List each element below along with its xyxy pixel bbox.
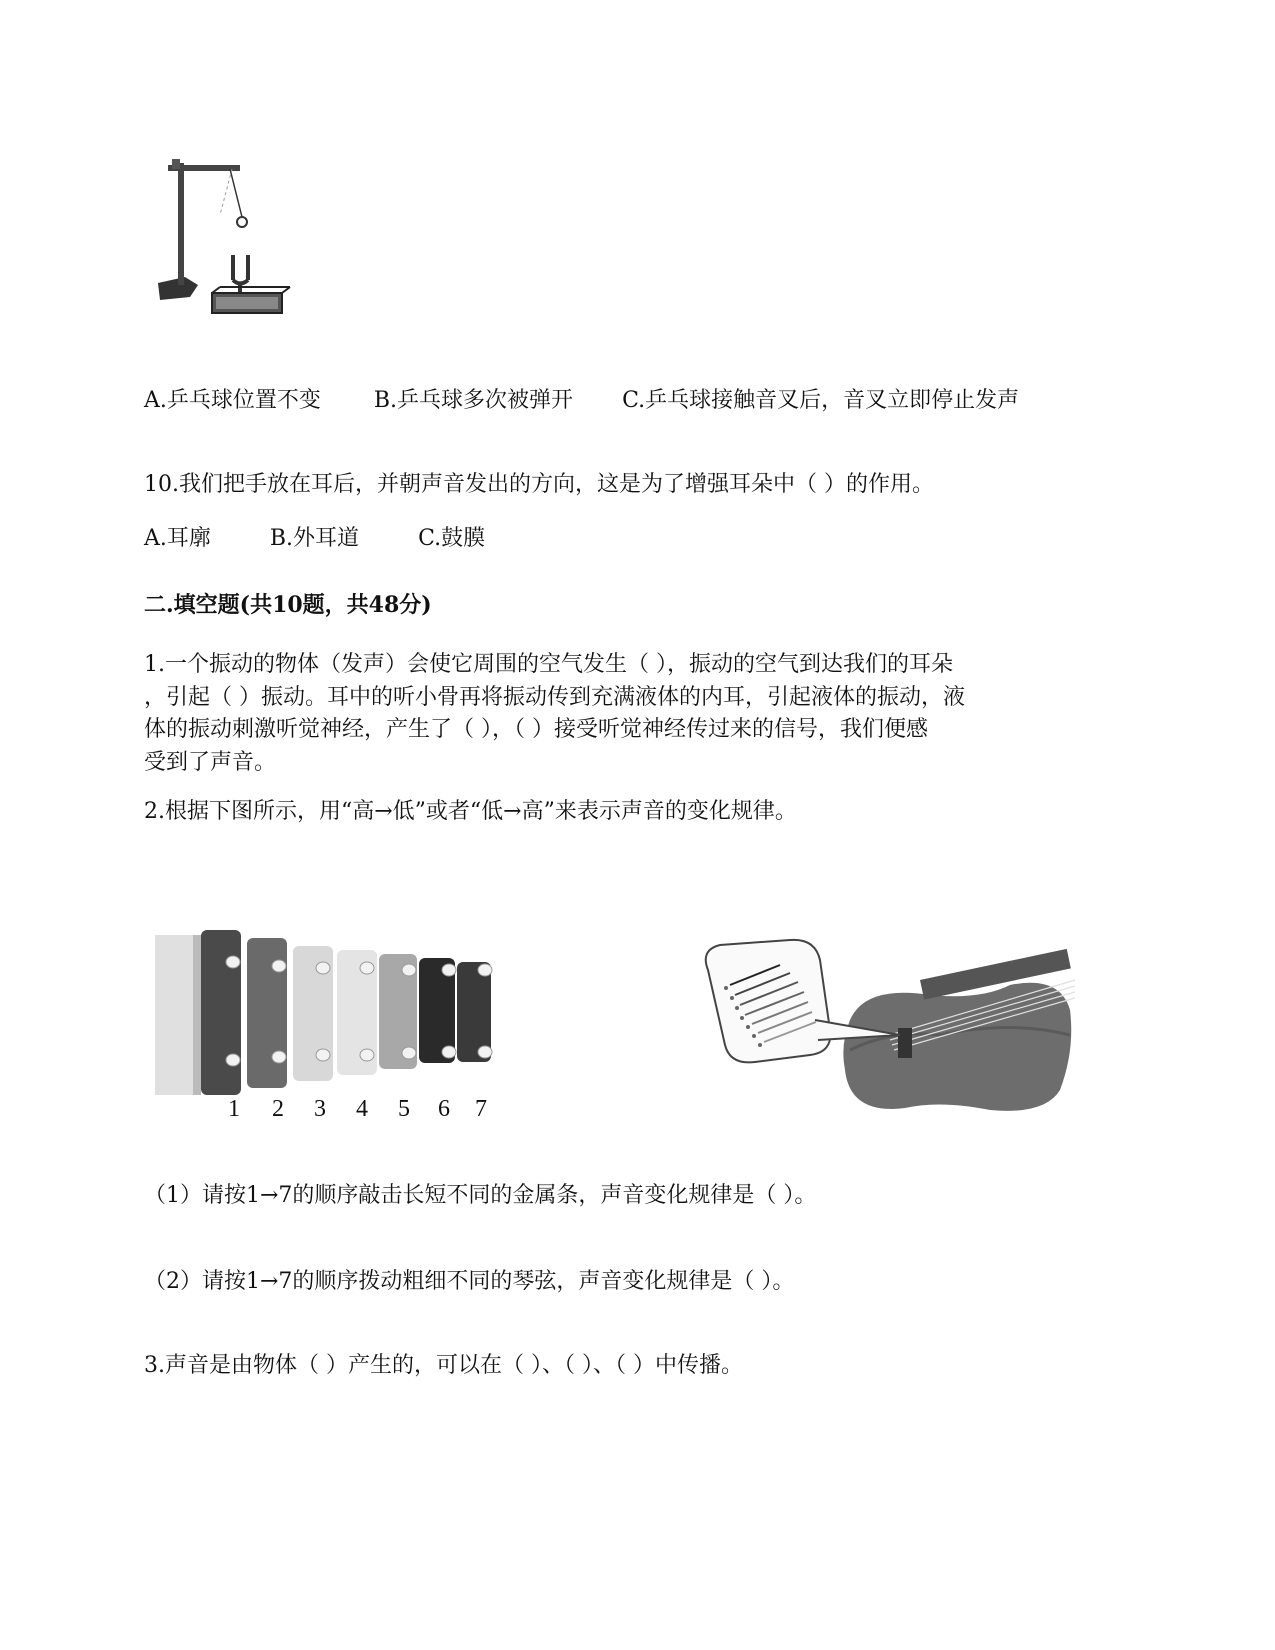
- fill1-line-1: 1.一个振动的物体（发声）会使它周围的空气发生（ ），振动的空气到达我们的耳朵: [144, 652, 953, 677]
- xylophone-number: 1: [228, 1096, 240, 1122]
- q9-options: [144, 385, 1019, 417]
- fill-question-2-sub-1: （1）请按1→7的顺序敲击长短不同的金属条，声音变化规律是（ ）。: [144, 1183, 817, 1208]
- q10-option-b[interactable]: B.外耳道: [269, 526, 360, 551]
- section-heading: 二.填空题(共10题，共48分): [144, 592, 432, 618]
- q9-option-c[interactable]: C.乒乓球接触音叉后，音叉立即停止发声: [622, 388, 1020, 413]
- xylophone-number: 5: [398, 1096, 410, 1122]
- xylophone-number: 7: [475, 1096, 487, 1122]
- tuning-fork-apparatus-illustration: [150, 155, 310, 325]
- fill-question-3: 3.声音是由物体（ ）产生的，可以在（ ）、（ ）、（ ）中传播。: [144, 1353, 743, 1378]
- guitar-illustration: [690, 940, 1090, 1125]
- fill1-line-4: 受到了声音。: [144, 749, 277, 775]
- fill-question-2-stem: 2.根据下图所示，用“高→低”或者“低→高”来表示声音的变化规律。: [144, 799, 797, 824]
- fill1-line-2: ，引起（ ）振动。耳中的听小骨再将振动传到充满液体的内耳，引起液体的振动，液: [144, 684, 965, 710]
- fill-question-1: [144, 649, 1129, 779]
- xylophone-number: 4: [356, 1096, 368, 1122]
- xylophone-number: 2: [272, 1096, 284, 1122]
- xylophone-number: 6: [438, 1096, 450, 1122]
- q10-stem: 10.我们把手放在耳后，并朝声音发出的方向，这是为了增强耳朵中（ ）的作用。: [144, 472, 934, 497]
- q10-options: [144, 523, 485, 555]
- q10-option-c[interactable]: C.鼓膜: [418, 526, 486, 551]
- q10-option-a[interactable]: A.耳廓: [144, 526, 211, 551]
- fill-question-2-sub-2: （2）请按1→7的顺序拨动粗细不同的琴弦，声音变化规律是（ ）。: [144, 1269, 795, 1294]
- q9-option-a[interactable]: A.乒乓球位置不变: [144, 388, 321, 413]
- xylophone-number: 3: [314, 1096, 326, 1122]
- fill1-line-3: 体的振动刺激听觉神经，产生了（ ），（ ）接受听觉神经传过来的信号，我们便感: [144, 717, 928, 742]
- xylophone-illustration: [155, 930, 505, 1130]
- q9-option-b[interactable]: B.乒乓球多次被弹开: [373, 388, 574, 413]
